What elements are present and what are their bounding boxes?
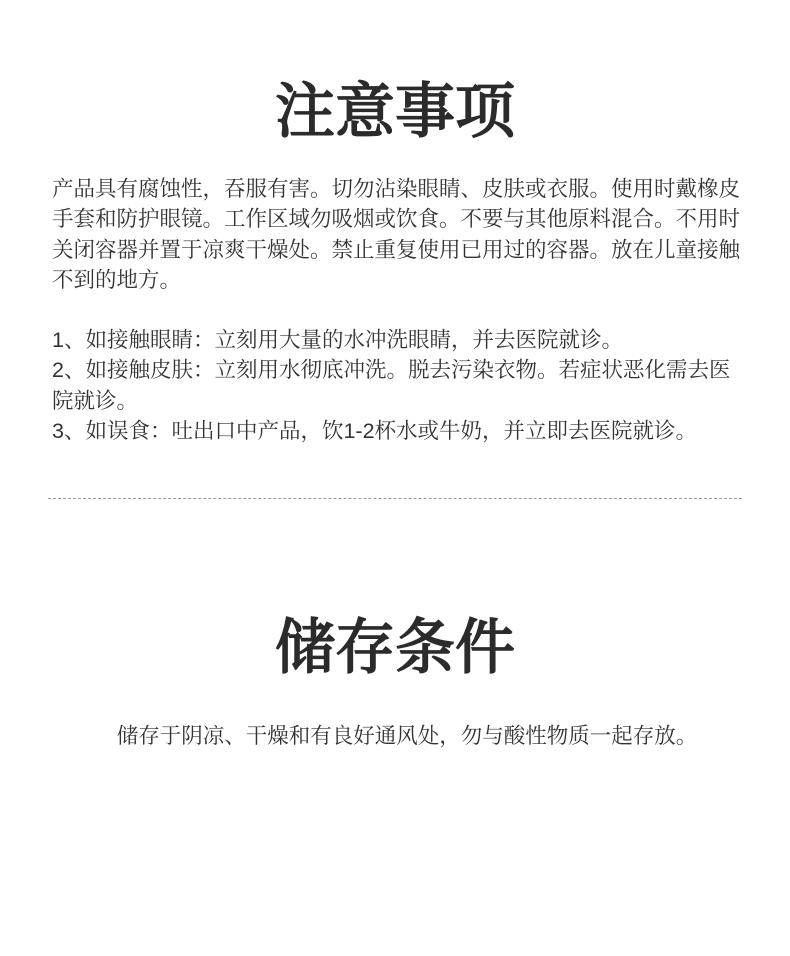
precautions-title: 注意事项 <box>275 78 515 145</box>
section-divider <box>48 498 742 499</box>
storage-title: 储存条件 <box>275 614 515 681</box>
first-aid-item-ingestion: 3、如误食：吐出口中产品，饮1-2杯水或牛奶，并立即去医院就诊。 <box>52 418 698 443</box>
first-aid-list <box>52 325 747 446</box>
storage-instructions: 储存于阴凉、干燥和有良好通风处，勿与酸性物质一起存放。 <box>116 724 698 748</box>
first-aid-item-skin: 2、如接触皮肤：立刻用水彻底冲洗。脱去污染衣物。若症状恶化需去医院就诊。 <box>52 358 731 413</box>
precautions-intro-paragraph: 产品具有腐蚀性，吞服有害。切勿沾染眼睛、皮肤或衣服。使用时戴橡皮手套和防护眼镜。工作区域勿吸烟或饮食。不要与其他原料混合。不用时关闭容器并置于凉爽干燥处。禁止重复使用已用过的容器。放在儿童接触不到的地方。 <box>52 177 741 292</box>
first-aid-item-eyes: 1、如接触眼睛：立刻用大量的水冲洗眼睛，并去医院就诊。 <box>52 328 623 352</box>
